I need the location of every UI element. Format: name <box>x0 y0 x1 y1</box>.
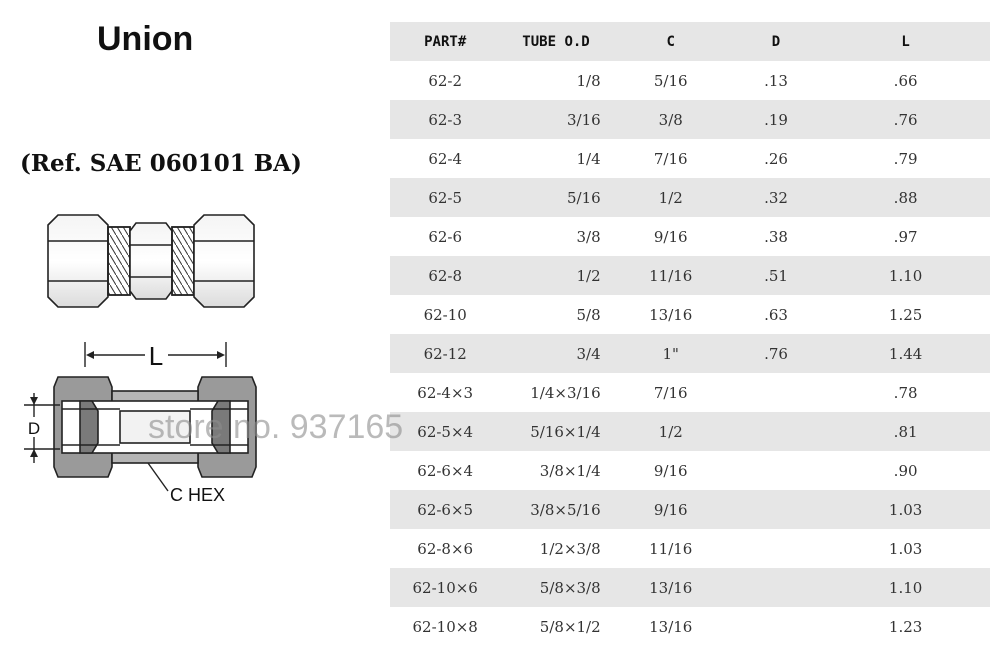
cell-c: 9/16 <box>611 490 731 529</box>
cell-c: 11/16 <box>611 256 731 295</box>
cell-tube-od: 3/16 <box>500 100 610 139</box>
table-row <box>390 529 990 568</box>
cell-d: .38 <box>764 227 788 246</box>
cell-c: 1" <box>611 334 731 373</box>
table-row <box>390 295 990 334</box>
cell-part: 62-4×3 <box>417 383 474 402</box>
table-row <box>390 490 990 529</box>
cell-l: .66 <box>893 71 918 90</box>
cell-l: .97 <box>893 227 918 246</box>
cell-part: 62-8×6 <box>417 539 474 558</box>
table-header-row <box>390 22 990 61</box>
cell-c: 9/16 <box>653 227 688 246</box>
cell-tube-od: 1/4×3/16 <box>530 383 601 402</box>
cell-part: 62-10×6 <box>390 568 500 607</box>
union-side-view <box>48 215 254 307</box>
table-row <box>390 412 990 451</box>
cell-c: 13/16 <box>649 305 693 324</box>
cell-d <box>731 373 821 412</box>
header-l: L <box>821 22 990 61</box>
header-tube-od: TUBE O.D <box>500 22 610 61</box>
cell-d <box>731 568 821 607</box>
cell-part: 62-3 <box>390 100 500 139</box>
union-drawing <box>20 205 380 525</box>
cell-d: .13 <box>764 71 788 90</box>
cell-l: .90 <box>893 461 918 480</box>
cell-d: .26 <box>764 149 788 168</box>
cell-c: 7/16 <box>653 149 688 168</box>
cell-part: 62-5×4 <box>390 412 500 451</box>
cell-c: 11/16 <box>649 539 693 558</box>
cell-d <box>731 607 821 646</box>
cell-c: 1/2 <box>611 178 731 217</box>
table-row <box>390 373 990 412</box>
cell-d <box>731 412 821 451</box>
table-row <box>390 568 990 607</box>
cell-tube-od: 5/8 <box>576 305 601 324</box>
cell-tube-od: 3/8×5/16 <box>500 490 610 529</box>
header-c: C <box>611 22 731 61</box>
cell-part: 62-6 <box>428 227 463 246</box>
cell-tube-od: 3/8 <box>576 227 601 246</box>
page-title: Union <box>97 20 194 58</box>
cell-tube-od: 5/16×1/4 <box>500 412 610 451</box>
cell-c: 5/16 <box>653 71 688 90</box>
cell-c: 13/16 <box>611 568 731 607</box>
cell-part: 62-12 <box>390 334 500 373</box>
cell-part: 62-6×5 <box>390 490 500 529</box>
cell-tube-od: 1/2 <box>500 256 610 295</box>
header-d: D <box>731 22 821 61</box>
store-watermark: store no. 937165 <box>148 408 404 446</box>
dim-d-label: D <box>27 419 41 438</box>
header-part: PART# <box>390 22 500 61</box>
table-row <box>390 139 990 178</box>
cell-d: .63 <box>764 305 788 324</box>
cell-part: 62-6×4 <box>417 461 474 480</box>
cell-tube-od: 5/8×1/2 <box>539 617 601 636</box>
reference-label: (Ref. SAE 060101 BA) <box>20 150 302 177</box>
cell-tube-od: 1/4 <box>576 149 601 168</box>
cell-l: .76 <box>821 100 990 139</box>
cell-tube-od: 5/16 <box>500 178 610 217</box>
cell-part: 62-2 <box>428 71 463 90</box>
cell-l: 1.03 <box>821 490 990 529</box>
cell-d: .19 <box>731 100 821 139</box>
table-row <box>390 334 990 373</box>
table-row <box>390 100 990 139</box>
cell-d: .32 <box>731 178 821 217</box>
cell-d <box>731 490 821 529</box>
cell-part: 62-4 <box>428 149 463 168</box>
table-row <box>390 178 990 217</box>
cell-l: 1.03 <box>888 539 923 558</box>
cell-part: 62-10×8 <box>412 617 478 636</box>
cell-d: .76 <box>731 334 821 373</box>
cell-l: .88 <box>821 178 990 217</box>
union-section-view <box>54 377 256 477</box>
cell-l: .81 <box>821 412 990 451</box>
cell-d <box>731 451 821 490</box>
cell-c: 13/16 <box>649 617 693 636</box>
cell-c: 9/16 <box>653 461 688 480</box>
cell-d: .51 <box>731 256 821 295</box>
table-row <box>390 607 990 646</box>
cell-tube-od: 3/8×1/4 <box>539 461 601 480</box>
hex-label: C HEX <box>170 485 226 505</box>
dim-l-label: L <box>148 341 164 371</box>
cell-tube-od: 1/2×3/8 <box>539 539 601 558</box>
cell-c: 1/2 <box>611 412 731 451</box>
cell-c: 3/8 <box>611 100 731 139</box>
spec-table <box>390 22 990 646</box>
table-row <box>390 451 990 490</box>
cell-l: 1.10 <box>821 256 990 295</box>
cell-l: 1.44 <box>821 334 990 373</box>
cell-tube-od: 3/4 <box>500 334 610 373</box>
cell-part: 62-8 <box>390 256 500 295</box>
cell-d <box>731 529 821 568</box>
table-row <box>390 61 990 100</box>
cell-l: 1.23 <box>888 617 923 636</box>
cell-part: 62-10 <box>423 305 467 324</box>
cell-part: 62-5 <box>390 178 500 217</box>
cell-l: .78 <box>893 383 918 402</box>
cell-l: 1.10 <box>821 568 990 607</box>
cell-c: 7/16 <box>653 383 688 402</box>
cell-l: .79 <box>893 149 918 168</box>
cell-l: 1.25 <box>888 305 923 324</box>
hex-leader-line <box>148 463 168 491</box>
table-row <box>390 217 990 256</box>
cell-tube-od: 1/8 <box>576 71 601 90</box>
table-row <box>390 256 990 295</box>
cell-tube-od: 5/8×3/8 <box>500 568 610 607</box>
